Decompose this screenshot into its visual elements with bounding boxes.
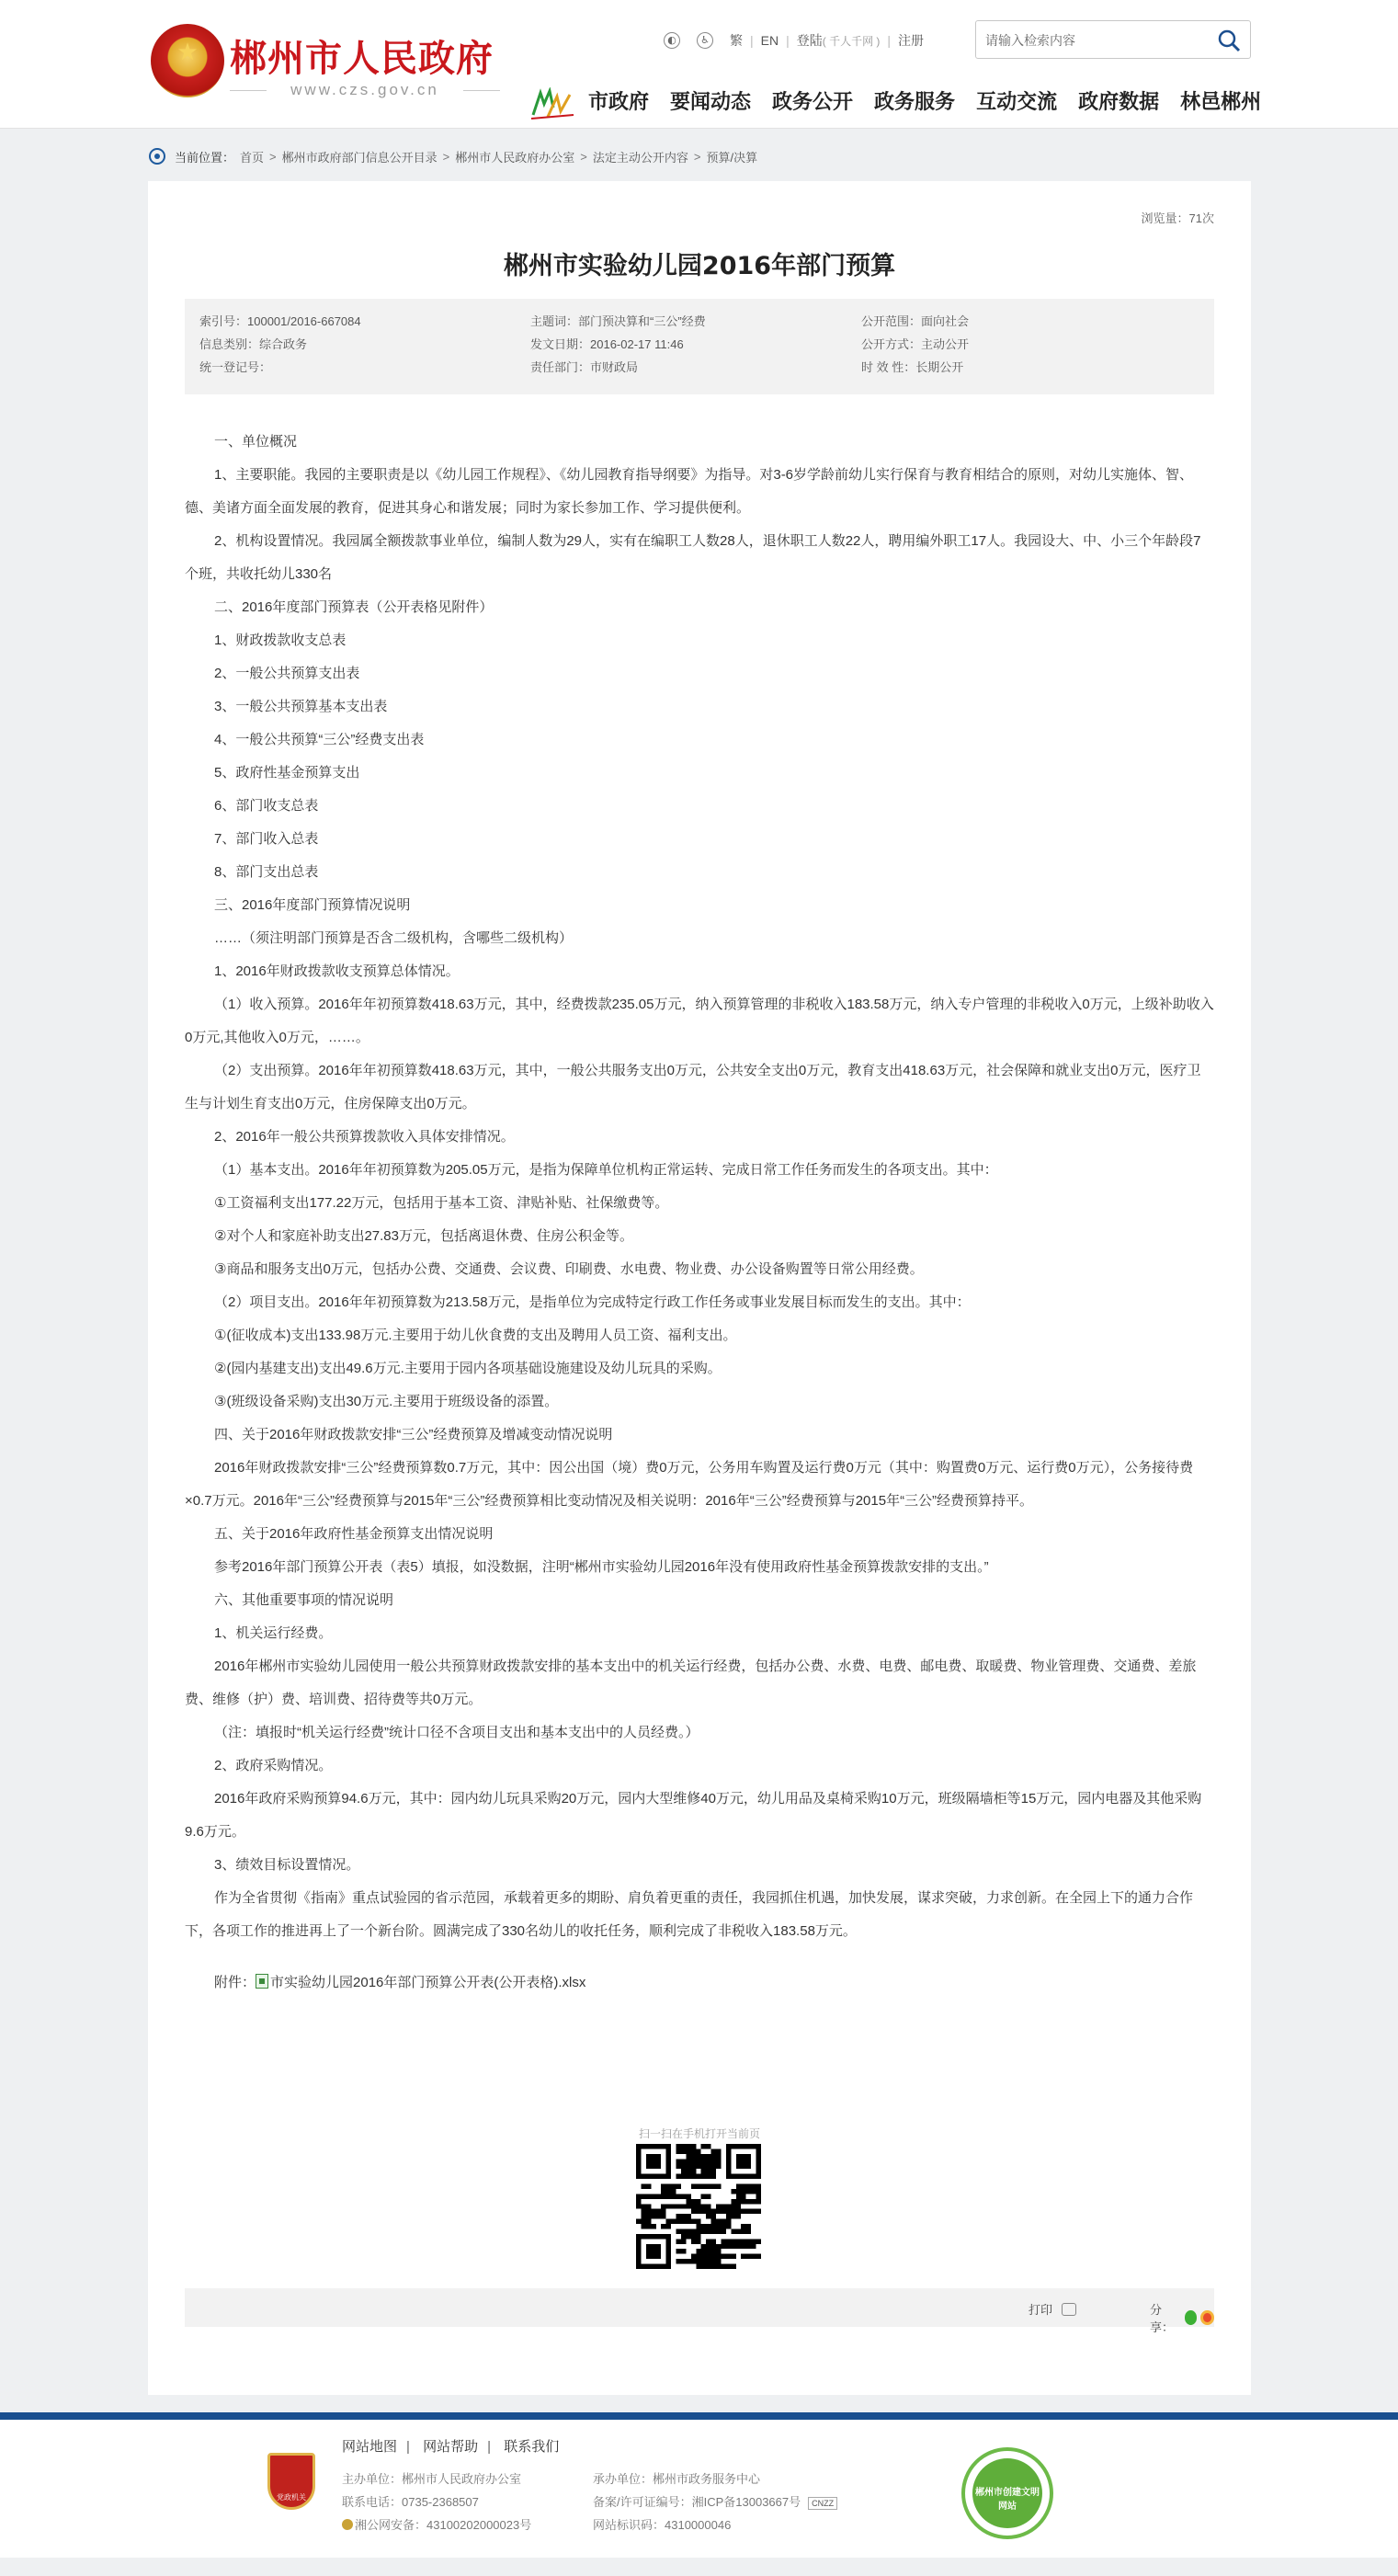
police-badge-icon [342,2519,353,2530]
article-paragraph: 3、一般公共预算基本支出表 [214,699,388,714]
nav-linyi-chenzhou[interactable]: 林邑郴州 [1180,91,1262,114]
article-paragraph: 1、主要职能。我园的主要职责是以《幼儿园工作规程》、《幼儿园教育指导纲要》为指导。对3-6岁学龄前幼儿实行保育与教育相结合的原则，对幼儿实施体、智、德、美诸方面全面发展的教育，促进其身心和谐发展；同时为家长参加工作、学习提供便利。 [185,467,1194,516]
nav-news[interactable]: 要闻动态 [670,91,752,114]
share-label: 分享： [1150,2303,1175,2334]
traditional-chinese-link[interactable]: 繁 [730,33,743,48]
article-paragraph: 2016年财政拨款安排“三公”经费预算数0.7万元，其中：因公出国（境）费0万元，公务用车购置及运行费0万元（其中：购置费0万元、运行费0万元），公务接待费×0.7万元。2016年“三公”经费预算与2015年“三公”经费预算相比变动情况及相关说明：2016年“三公”经费预算与2015年“三公”经费预算持平。 [185,1460,1194,1509]
article-paragraph: 3、绩效目标设置情况。 [214,1857,360,1873]
breadcrumb-home[interactable]: 首页 [240,150,265,165]
badge-text: 郴州市创建文明网站 [975,2488,1040,2512]
article-paragraph: 2016年郴州市实验幼儿园使用一般公共预算财政拨款安排的基本支出中的机关运行经费，包括办公费、水费、电费、邮电费、取暖费、物业管理费、交通费、差旅费、维修（护）费、培训费、招待费等共0万元。 [185,1658,1197,1707]
attachment-link[interactable]: 市实验幼儿园2016年部门预算公开表(公开表格).xlsx [270,1975,586,1990]
meta-field: 索引号：100001/2016-667084 [199,314,361,328]
footer-police-row [342,2513,531,2536]
site-domain: www.czs.gov.cn [230,81,500,99]
footer-police[interactable]: 湘公网安备：43100202000023号 [355,2518,532,2532]
footer-info-right [593,2468,837,2536]
meta-field: 信息类别：综合政务 [199,337,308,351]
meta-field: 统一登记号： [199,360,272,374]
nav-city-government[interactable]: 市政府 [588,91,650,114]
attachment-label: 附件： [214,1975,256,1990]
article-paragraph: 7、部门收入总表 [214,831,319,847]
meta-field: 时 效 性：长期公开 [861,360,964,374]
main-nav [588,86,1261,115]
nav-interaction[interactable]: 互动交流 [976,91,1058,114]
article-panel [148,181,1251,2395]
article-paragraph: ……（须注明部门预算是否含二级机构，含哪些二级机构） [214,930,574,946]
footer-info-left [342,2468,531,2536]
article-paragraph: 2、机构设置情况。我园属全额拨款事业单位，编制人数为29人，实有在编职工人数28人，退休职工人数22人，聘用编外职工17人。我园设大、中、小三个年龄段7个班，共收托幼儿330名 [185,533,1201,582]
article-body [185,426,1214,2000]
footer-link-contact[interactable]: 联系我们 [504,2439,560,2455]
weibo-icon[interactable] [1200,2310,1214,2325]
footer-links: 网站地图 | 网站帮助 | 联系我们 [342,2439,560,2455]
attachment-row [185,1966,1214,2000]
excel-file-icon [256,1974,268,1989]
footer-divider [0,2412,1398,2420]
breadcrumb: 当前位置： 首页 > 郴州市政府部门信息公开目录 > 郴州市人民政府办公室 > 法定主动公开内容 > 预算/决算 [149,145,757,167]
article-paragraph: ①(征收成本)支出133.98万元.主要用于幼儿伙食费的支出及聘用人员工资、福利支出。 [214,1328,737,1343]
emblem-text: 党政机关 [277,2493,306,2502]
site-title[interactable]: 郴州市人民政府 [230,38,494,80]
search-box [975,20,1251,59]
article-paragraph: 三、2016年度部门预算情况说明 [214,897,411,913]
meta-field: 责任部门：市财政局 [530,360,639,374]
breadcrumb-label: 当前位置： [175,150,235,165]
meta-field: 主题词：部门预决算和“三公”经费 [530,314,706,328]
footer-phone: 联系电话：0735-2368507 [342,2495,479,2509]
footer-icp[interactable]: 备案/许可证编号：湘ICP备13003667号 [593,2495,801,2509]
page-title: 郴州市实验幼儿园2016年部门预算 [503,252,896,280]
footer-host: 主办单位：郴州市人民政府办公室 [342,2472,522,2486]
breadcrumb-directory[interactable]: 郴州市政府部门信息公开目录 [281,150,438,165]
share-bar [185,2288,1214,2334]
login-note: ( 千人千网 ) [822,34,881,48]
printer-icon [1062,2303,1076,2316]
article-paragraph: ③(班级设备采购)支出30万元.主要用于班级设备的添置。 [214,1394,559,1409]
print-button[interactable] [1029,2300,1076,2318]
top-links: ◐ ♿ 繁 | EN | 登陆 ( 千人千网 ) | 注册 [664,31,924,50]
article-paragraph: 作为全省贯彻《指南》重点试验园的省示范园，承载着更多的期盼、肩负着更重的责任，我园抓住机遇，加快发展，谋求突破，力求创新。在全园上下的通力合作下，各项工作的推进再上了一个新台阶。圆满完成了330名幼儿的收托任务，顺利完成了非税收入183.58万元。 [185,1890,1194,1939]
national-emblem-icon: ★ [151,24,224,97]
article-paragraph: 五、关于2016年政府性基金预算支出情况说明 [214,1526,494,1542]
article-paragraph: （注：填报时“机关运行经费”统计口径不含项目支出和基本支出中的人员经费。） [214,1725,699,1740]
article-paragraph: ①工资福利支出177.22万元，包括用于基本工资、津贴补贴、社保缴费等。 [214,1195,669,1211]
login-link[interactable]: 登陆 [796,33,823,48]
article-paragraph: 六、其他重要事项的情况说明 [214,1592,394,1608]
breadcrumb-statutory[interactable]: 法定主动公开内容 [592,150,688,165]
wechat-icon[interactable] [1185,2310,1198,2325]
article-paragraph: 2016年政府采购预算94.6万元，其中：园内幼儿玩具采购20万元，园内大型维修40万元，幼儿用品及桌椅采购10万元，班级隔墙柜等15万元，园内电器及其他采购9.6万元。 [185,1791,1202,1840]
party-government-emblem-icon[interactable] [267,2453,315,2510]
search-input[interactable] [985,29,1206,51]
meta-field: 发文日期：2016-02-17 11:46 [530,337,684,351]
article-paragraph: 参考2016年部门预算公开表（表5）填报，如没数据，注明“郴州市实验幼儿园2016年没有使用政府性基金预算拨款安排的支出。” [214,1559,989,1575]
article-paragraph: 4、一般公共预算“三公”经费支出表 [214,732,425,747]
article-paragraph: 5、政府性基金预算支出 [214,765,360,781]
footer-organizer: 承办单位：郴州市政务服务中心 [593,2472,761,2486]
site-header [0,0,1398,129]
article-paragraph: 1、2016年财政拨款收支预算总体情况。 [214,963,460,979]
qr-code [636,2144,761,2269]
article-paragraph: 8、部门支出总表 [214,864,319,880]
article-paragraph: 1、财政拨款收支总表 [214,633,347,648]
wheelchair-icon[interactable]: ♿ [697,32,713,49]
breadcrumb-budget[interactable]: 预算/决算 [706,150,758,165]
article-paragraph: （2）项目支出。2016年年初预算数为213.58万元，是指单位为完成特定行政工作任务或事业发展目标而发生的支出。其中： [214,1294,971,1310]
accessibility-icon[interactable]: ◐ [664,32,680,49]
article-paragraph: 四、关于2016年财政拨款安排“三公”经费预算及增减变动情况说明 [214,1427,613,1442]
nav-gov-data[interactable]: 政府数据 [1078,91,1160,114]
article-paragraph: ②对个人和家庭补助支出27.83万元，包括离退休费、住房公积金等。 [214,1228,633,1244]
nav-gov-affairs-open[interactable]: 政务公开 [772,91,854,114]
article-paragraph: 1、机关运行经费。 [214,1625,333,1641]
register-link[interactable]: 注册 [898,33,925,48]
footer-site-code: 网站标识码：4310000046 [593,2518,732,2532]
civilized-website-badge[interactable] [961,2447,1053,2539]
article-paragraph: 6、部门收支总表 [214,798,319,814]
print-label: 打印 [1029,2303,1053,2317]
article-paragraph: （1）收入预算。2016年年初预算数418.63万元，其中，经费拨款235.05万元，纳入预算管理的非税收入183.58万元，纳入专户管理的非税收入0万元，上级补助收入0万元,其他收入0万元，……。 [185,997,1214,1045]
metadata-box [185,299,1214,394]
article-paragraph: 2、政府采购情况。 [214,1758,333,1773]
cnzz-badge[interactable]: CNZZ [808,2497,837,2510]
english-link[interactable]: EN [760,33,779,48]
search-icon[interactable] [1217,28,1241,52]
city-logo-icon [529,87,575,122]
share-group [1150,2300,1214,2335]
view-count: 浏览量：71次 [1141,211,1214,225]
footer-link-sitemap[interactable]: 网站地图 [342,2439,398,2455]
article-paragraph: 2、2016年一般公共预算拨款收入具体安排情况。 [214,1129,515,1145]
article-paragraph: 一、单位概况 [214,434,298,450]
site-footer [0,2420,1398,2558]
article-paragraph: （2）支出预算。2016年年初预算数418.63万元，其中，一般公共服务支出0万元，公共安全支出0万元，教育支出418.63万元，社会保障和就业支出0万元，医疗卫生与计划生育支出0万元，住房保障支出0万元。 [185,1063,1201,1111]
breadcrumb-office[interactable]: 郴州市人民政府办公室 [455,150,575,165]
article-paragraph: ③商品和服务支出0万元，包括办公费、交通费、会议费、印刷费、水电费、物业费、办公设备购置等日常公用经费。 [214,1261,924,1277]
article-paragraph: （1）基本支出。2016年年初预算数为205.05万元，是指为保障单位机构正常运转、完成日常工作任务而发生的各项支出。其中： [214,1162,998,1178]
footer-icp-row [593,2491,837,2513]
meta-field: 公开范围：面向社会 [861,314,970,328]
article-paragraph: 2、一般公共预算支出表 [214,666,360,681]
article-paragraph: 二、2016年度部门预算表（公开表格见附件） [214,599,494,615]
meta-field: 公开方式：主动公开 [861,337,970,351]
qr-caption: 扫一扫在手机打开当前页 [638,2127,760,2140]
footer-link-help[interactable]: 网站帮助 [423,2439,479,2455]
article-paragraph: ②(园内基建支出)支出49.6万元.主要用于园内各项基础设施建设及幼儿玩具的采购。 [214,1361,722,1376]
nav-gov-services[interactable]: 政务服务 [874,91,956,114]
location-pin-icon [149,148,165,165]
